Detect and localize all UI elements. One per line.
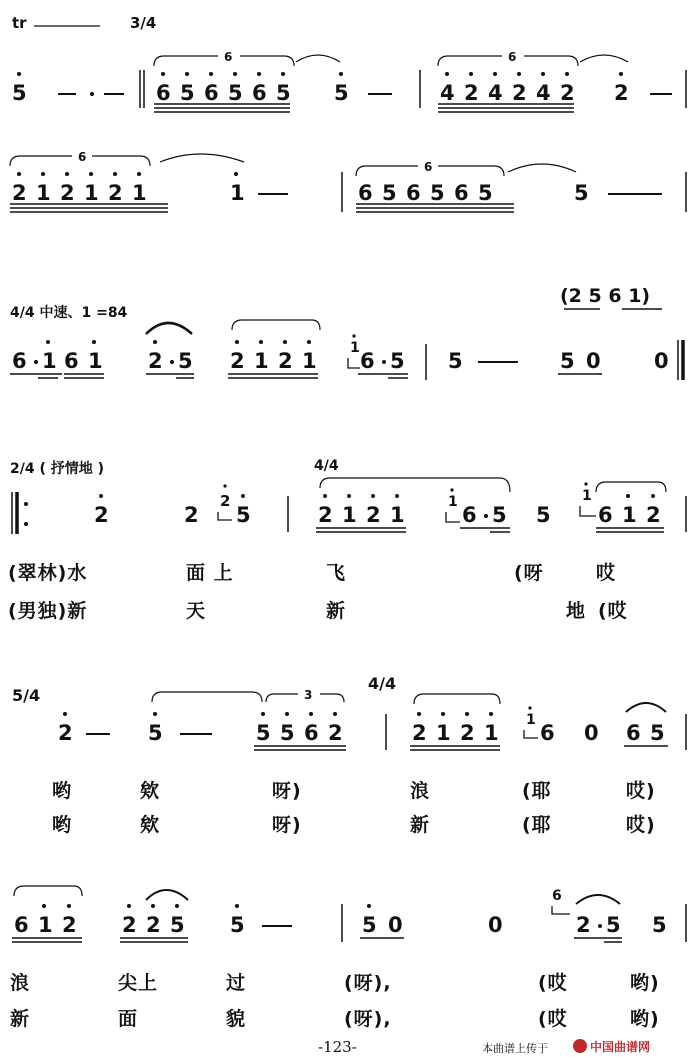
svg-text:5: 5 xyxy=(230,913,245,937)
lyric: 面 xyxy=(118,1008,139,1030)
expression-marking: 2/4 ( 抒情地 ) xyxy=(10,461,105,477)
svg-text:0: 0 xyxy=(388,913,403,937)
svg-text:6: 6 xyxy=(64,349,79,373)
bracket-phrase: (2 5 6 1) xyxy=(560,285,651,307)
lyric: 哟) xyxy=(630,972,660,994)
svg-text:2: 2 xyxy=(12,181,27,205)
page-number: -123- xyxy=(318,1038,357,1056)
lyric: 新 xyxy=(10,1008,31,1030)
svg-text:2: 2 xyxy=(560,81,575,105)
svg-text:2: 2 xyxy=(318,503,333,527)
lyric: 天 xyxy=(186,600,207,622)
lyric: (哎 xyxy=(538,1008,568,1030)
lyric: 欸 xyxy=(140,780,161,802)
svg-text:5: 5 xyxy=(448,349,463,373)
svg-text:5: 5 xyxy=(650,721,665,745)
lyric: 哎) xyxy=(626,780,656,802)
svg-text:5: 5 xyxy=(606,913,621,937)
svg-text:5: 5 xyxy=(382,181,397,205)
time-signature-3-4: 3/4 xyxy=(130,14,157,32)
svg-text:2: 2 xyxy=(122,913,137,937)
svg-text:5: 5 xyxy=(228,81,243,105)
svg-text:5: 5 xyxy=(170,913,185,937)
svg-text:5: 5 xyxy=(390,349,405,373)
svg-text:5: 5 xyxy=(560,349,575,373)
lyric: 面 上 xyxy=(186,562,234,584)
lyric: 浪 xyxy=(410,780,431,802)
lyric: (男独)新 xyxy=(8,600,88,622)
svg-text:6: 6 xyxy=(78,150,87,164)
svg-text:0: 0 xyxy=(654,349,669,373)
svg-text:1: 1 xyxy=(342,503,357,527)
lyric: 哎 xyxy=(596,562,617,584)
svg-text:5: 5 xyxy=(256,721,271,745)
trill-marking: tr xyxy=(12,14,27,32)
svg-text:0: 0 xyxy=(488,913,503,937)
svg-text:6: 6 xyxy=(224,50,233,64)
lyric: 呀) xyxy=(272,780,302,802)
svg-text:2: 2 xyxy=(230,349,245,373)
svg-text:5: 5 xyxy=(478,181,493,205)
svg-text:2: 2 xyxy=(148,349,163,373)
svg-text:2: 2 xyxy=(220,492,231,510)
svg-text:2: 2 xyxy=(108,181,123,205)
svg-text:1: 1 xyxy=(84,181,99,205)
svg-text:6: 6 xyxy=(454,181,469,205)
lyric: (耶 xyxy=(522,814,552,836)
lyric: 哟 xyxy=(52,814,73,836)
lyric: (耶 xyxy=(522,780,552,802)
lyric: (翠林)水 xyxy=(8,562,88,584)
svg-text:5: 5 xyxy=(178,349,193,373)
svg-text:1: 1 xyxy=(42,349,57,373)
svg-text:2: 2 xyxy=(366,503,381,527)
svg-text:6: 6 xyxy=(406,181,421,205)
lyric: 哟 xyxy=(52,780,73,802)
svg-text:1: 1 xyxy=(88,349,103,373)
svg-text:1: 1 xyxy=(390,503,405,527)
time-signature-4-4-a: 4/4 xyxy=(314,458,339,474)
svg-text:6: 6 xyxy=(598,503,613,527)
svg-text:5: 5 xyxy=(180,81,195,105)
svg-text:6: 6 xyxy=(626,721,641,745)
svg-text:6: 6 xyxy=(252,81,267,105)
svg-text:6: 6 xyxy=(360,349,375,373)
svg-text:1: 1 xyxy=(526,712,536,728)
svg-text:5: 5 xyxy=(334,81,349,105)
lyric: 新 xyxy=(326,600,347,622)
lyric: 地 xyxy=(566,600,587,622)
svg-text:1: 1 xyxy=(350,340,360,356)
svg-text:2: 2 xyxy=(614,81,629,105)
svg-text:2: 2 xyxy=(62,913,77,937)
svg-text:2: 2 xyxy=(58,721,73,745)
lyric: (哎 xyxy=(538,972,568,994)
svg-text:1: 1 xyxy=(38,913,53,937)
svg-text:6: 6 xyxy=(14,913,29,937)
svg-text:6: 6 xyxy=(358,181,373,205)
svg-text:5: 5 xyxy=(362,913,377,937)
svg-text:0: 0 xyxy=(584,721,599,745)
svg-text:2: 2 xyxy=(460,721,475,745)
svg-text:1: 1 xyxy=(302,349,317,373)
svg-text:6: 6 xyxy=(540,721,555,745)
svg-text:1: 1 xyxy=(582,488,592,504)
lyric: 呀) xyxy=(272,814,302,836)
lyric: (呀 xyxy=(514,562,544,584)
svg-text:5: 5 xyxy=(574,181,589,205)
svg-text:6: 6 xyxy=(462,503,477,527)
svg-text:2: 2 xyxy=(512,81,527,105)
svg-text:1: 1 xyxy=(254,349,269,373)
tempo-marking: 4/4 中速、1 =84 xyxy=(10,305,128,321)
svg-text:1: 1 xyxy=(484,721,499,745)
lyric: 哟) xyxy=(630,1008,660,1030)
svg-text:2: 2 xyxy=(576,913,591,937)
lyric: 尖上 xyxy=(118,972,159,994)
svg-text:4: 4 xyxy=(536,81,551,105)
svg-text:5: 5 xyxy=(280,721,295,745)
svg-text:2: 2 xyxy=(464,81,479,105)
lyric: 过 xyxy=(226,972,247,994)
time-signature-4-4-b: 4/4 xyxy=(368,674,397,693)
svg-text:5: 5 xyxy=(148,721,163,745)
svg-text:3: 3 xyxy=(304,688,313,702)
svg-text:2: 2 xyxy=(328,721,343,745)
svg-text:1: 1 xyxy=(448,494,458,510)
svg-text:6: 6 xyxy=(204,81,219,105)
svg-text:5: 5 xyxy=(12,81,27,105)
svg-text:6: 6 xyxy=(552,888,562,904)
lyric: 欸 xyxy=(140,814,161,836)
svg-text:1: 1 xyxy=(436,721,451,745)
svg-text:2: 2 xyxy=(94,503,109,527)
svg-text:2: 2 xyxy=(60,181,75,205)
svg-text:2: 2 xyxy=(412,721,427,745)
svg-text:5: 5 xyxy=(430,181,445,205)
lyric: (哎 xyxy=(598,600,628,622)
lyric: (呀), xyxy=(344,972,392,994)
svg-text:6: 6 xyxy=(424,160,433,174)
lyric: 貌 xyxy=(226,1008,247,1030)
svg-text:2: 2 xyxy=(278,349,293,373)
lyric: (呀), xyxy=(344,1008,392,1030)
lyric: 新 xyxy=(410,814,431,836)
svg-text:5: 5 xyxy=(652,913,667,937)
time-signature-5-4: 5/4 xyxy=(12,686,41,705)
svg-text:5: 5 xyxy=(536,503,551,527)
svg-text:1: 1 xyxy=(230,181,245,205)
svg-text:4: 4 xyxy=(440,81,455,105)
svg-text:2: 2 xyxy=(184,503,199,527)
svg-text:6: 6 xyxy=(156,81,171,105)
svg-text:6: 6 xyxy=(304,721,319,745)
svg-text:5: 5 xyxy=(236,503,251,527)
svg-text:4: 4 xyxy=(488,81,503,105)
svg-text:6: 6 xyxy=(508,50,517,64)
svg-text:2: 2 xyxy=(646,503,661,527)
svg-text:1: 1 xyxy=(132,181,147,205)
svg-text:0: 0 xyxy=(586,349,601,373)
upload-note: 本曲谱上传于 xyxy=(482,1042,548,1055)
lyric: 哎) xyxy=(626,814,656,836)
lyric: 浪 xyxy=(10,972,31,994)
site-name: 中国曲谱网 xyxy=(590,1040,651,1054)
svg-text:1: 1 xyxy=(622,503,637,527)
svg-text:2: 2 xyxy=(146,913,161,937)
lyric: 飞 xyxy=(326,562,347,584)
svg-text:5: 5 xyxy=(492,503,507,527)
svg-text:6: 6 xyxy=(12,349,27,373)
svg-text:1: 1 xyxy=(36,181,51,205)
svg-text:5: 5 xyxy=(276,81,291,105)
